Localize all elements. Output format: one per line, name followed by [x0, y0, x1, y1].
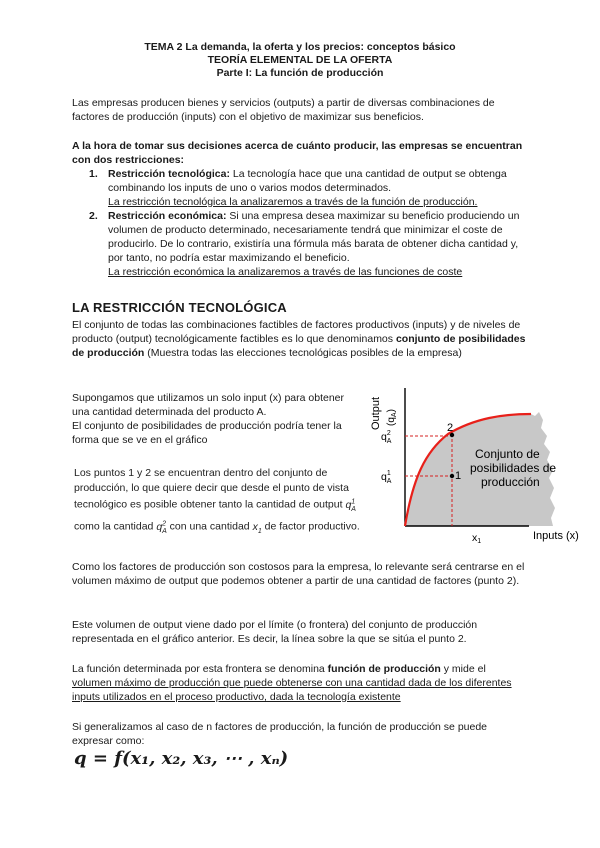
- restriction-number: 1.: [89, 168, 98, 180]
- region-label-line1: Conjunto de: [475, 447, 540, 461]
- explanation-text: como la cantidad: [74, 520, 157, 533]
- restriction-title: Restricción económica:: [108, 210, 227, 222]
- restriction-item: [72, 209, 528, 279]
- header-block: [0, 41, 600, 80]
- restriction-number: 2.: [89, 210, 98, 222]
- y-axis-sublabel: [386, 409, 398, 426]
- y-axis-label: Output: [370, 396, 382, 430]
- section-paragraph: [72, 318, 528, 360]
- point-2-label: 2: [447, 422, 454, 434]
- q2-tick-label: $q^2$ A: [381, 430, 392, 445]
- header-part: Parte I: La función de producción: [216, 67, 384, 79]
- restrictions-list: [72, 167, 528, 279]
- restriction-text: Si una empresa desea maximizar su beneficio produciendo un volumen de producto determinado, necesariamente tendrá que minimizar el coste de producirlo. De lo contrario, existiría una fórmula más barata de obtener dicha cantidad y, por tanto, no podría estar maximizando el beneficio.: [108, 210, 520, 264]
- pf-text-b: y mide el: [440, 663, 486, 675]
- section-term: conjunto de posibilidades de producción: [72, 333, 526, 359]
- pf-text-a: La función determinada por esta frontera se denomina: [72, 663, 328, 675]
- frontier-paragraph: Este volumen de output viene dado por el límite (o frontera) del conjunto de producción representada en el gráfico anterior. Es decir, la línea sobre la que se sitúa el punto 2.: [72, 619, 478, 645]
- q-sub: A: [351, 505, 356, 513]
- pf-definition: volumen máximo de producción que puede obtenerse con una cantidad dada de los diferentes inputs utilizados en el proceso productivo, dada la tecnología existente: [72, 677, 512, 703]
- y-axis-sublabel-text: $(q_A)$: [386, 409, 398, 426]
- generalization-paragraph: Si generalizamos al caso de n factores de producción, la función de producción se puede expresar como:: [72, 721, 488, 747]
- x-letter: x: [252, 520, 258, 533]
- section-title: LA RESTRICCIÓN TECNOLÓGICA: [72, 300, 287, 315]
- restriction-note: La restricción económica la analizaremos a través de las funciones de coste: [108, 266, 463, 278]
- x1-symbol: [253, 521, 262, 533]
- pf-term: función de producción: [327, 663, 441, 675]
- header-topic: TEMA 2 La demanda, la oferta y los precios: conceptos básico: [144, 41, 456, 53]
- intro-paragraph: Las empresas producen bienes y servicios (outputs) a partir de diversas combinaciones de factores de producción (inputs) con el objetivo de maximizar sus beneficios.: [72, 97, 495, 123]
- q-letter: q: [156, 520, 163, 533]
- explanation-text: con una cantidad: [166, 520, 253, 533]
- explanation-text: de factor productivo.: [261, 520, 360, 533]
- restriction-text: La tecnología hace que una cantidad de output se obtenga combinando los inputs de uno o varios modos determinados.: [108, 168, 507, 194]
- production-function-formula: q = f(x₁, x₂, x₃, ⋯ , xₙ): [74, 748, 289, 769]
- x1-tick-label: x1: [472, 532, 482, 545]
- cost-paragraph: Como los factores de producción son costosos para la empresa, lo relevante será centrarse en el volumen máximo de output que podemos obtener a partir de una cantidad de factores (punto 2).: [72, 561, 525, 587]
- restrictions-lead: A la hora de tomar sus decisiones acerca de cuánto producir, las empresas se encuentran con dos restricciones:: [72, 140, 523, 166]
- production-set-chart: [363, 378, 593, 548]
- region-label-line2: posibilidades de: [470, 461, 557, 475]
- restriction-item: [72, 167, 528, 209]
- q-sup: 1: [351, 498, 356, 505]
- side-paragraph: Supongamos que utilizamos un solo input (x) para obtener una cantidad determinada del producto A. El conjunto de posibilidades de producción podría tener la forma que se ve en el gráfico: [72, 392, 344, 446]
- restriction-note: La restricción tecnológica la analizaremos a través de la función de producción.: [108, 196, 478, 208]
- section-text-b: (Muestra todas las elecciones tecnológicas posibles de la empresa): [144, 347, 462, 359]
- q-letter: q: [345, 498, 352, 511]
- q-sub: A: [162, 527, 167, 535]
- production-function-paragraph: [72, 662, 528, 704]
- x-axis-label: Inputs (x): [533, 530, 579, 542]
- point-1-marker: [450, 474, 454, 478]
- region-label-line3: producción: [481, 475, 540, 489]
- restriction-title: Restricción tecnológica:: [108, 168, 230, 180]
- section-text-a: El conjunto de todas las combinaciones factibles de factores productivos (inputs) y de niveles de producto (output) tecnológicamente factibles es lo que denominamos: [72, 319, 521, 345]
- header-title: TEORÍA ELEMENTAL DE LA OFERTA: [207, 54, 393, 66]
- explanation-text: Los puntos 1 y 2 se encuentran dentro del conjunto de producción, lo que quiere decir que desde el punto de vista tecnológico es posible obtener tanto la cantidad de output: [74, 467, 349, 511]
- q-sup: 2: [162, 520, 167, 528]
- points-explanation: [74, 466, 364, 539]
- point-1-label: 1: [455, 470, 462, 482]
- q1-tick-label: $q^1$ A: [381, 470, 392, 485]
- q1-symbol: [345, 499, 355, 511]
- q2-symbol: [156, 521, 166, 533]
- x-sub: 1: [257, 527, 262, 535]
